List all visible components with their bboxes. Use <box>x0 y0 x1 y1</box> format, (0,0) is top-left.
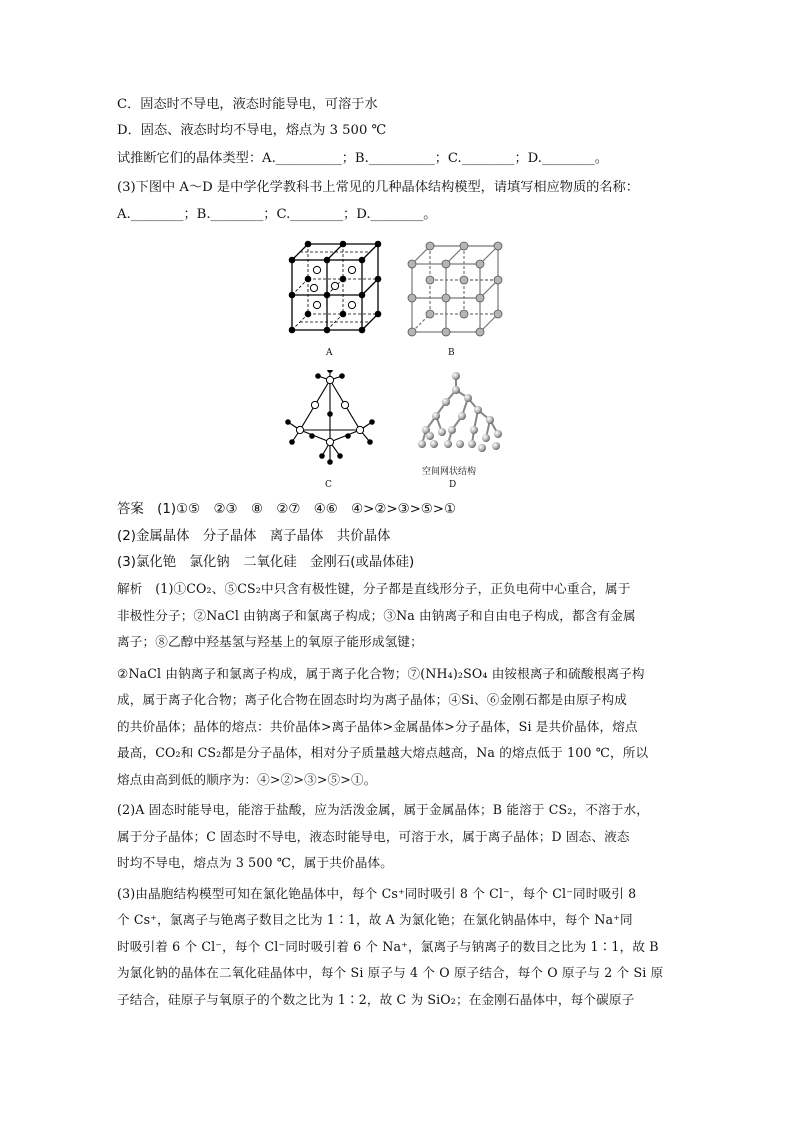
figure-b-label: B <box>448 348 455 358</box>
explanation-line: (2)A 固态时能导电，能溶于盐酸，应为活泼金属，属于金属晶体；B 能溶于 CS₂，不溶于水， <box>117 802 649 817</box>
explanation-line: 属于分子晶体；C 固态时不导电，液态时能导电，可溶于水，属于离子晶体；D 固态、液态 <box>117 829 630 844</box>
explanation-line: 非极性分子；②NaCl 由钠离子和氯离子构成；③Na 由钠离子和自由电子构成，都含有金属 <box>117 608 636 623</box>
figure-c-label: C <box>325 480 332 490</box>
explanation-line: (3)由晶胞结构模型可知在氯化铯晶体中，每个 Cs⁺同时吸引 8 个 Cl⁻，每个 Cl⁻同时吸引 8 <box>117 886 637 901</box>
option-c-line: C．固态时不导电，液态时能导电，可溶于水 <box>117 97 378 112</box>
explanation-line: 最高，CO₂和 CS₂都是分子晶体，相对分子质量越大熔点越高，Na 的熔点低于 100 ℃，所以 <box>117 745 649 760</box>
option-d-line: D．固态、液态时均不导电，熔点为 3 500 ℃ <box>117 123 387 138</box>
explanation-line: 解析 (1)①CO₂、⑤CS₂中只含有极性键，分子都是直线形分子，正负电荷中心重合，属于 <box>117 581 631 596</box>
explanation-line: 为氯化钠的晶体在二氧化硅晶体中，每个 Si 原子与 4 个 O 原子结合，每个 O 原子与 2 个 Si 原 <box>117 965 664 980</box>
crystal-type-prompt: 试推断它们的晶体类型：A.__________；B.__________；C.________；D.________。 <box>117 151 608 166</box>
explanation-line: 熔点由高到低的顺序为：④>②>③>⑤>①。 <box>117 772 377 787</box>
explanation-line: 时均不导电，熔点为 3 500 ℃，属于共价晶体。 <box>117 855 393 870</box>
figure-a-lattice <box>278 238 382 338</box>
explanation-line: 的共价晶体；晶体的熔点：共价晶体>离子晶体>金属晶体>分子晶体，Si 是共价晶体，熔点 <box>117 719 638 734</box>
figure-d-structure <box>412 372 508 454</box>
explanation-line: 离子；⑧乙醇中羟基氢与羟基上的氧原子能形成氢键； <box>117 634 423 649</box>
explanation-line: 时吸引着 6 个 Cl⁻，每个 Cl⁻同时吸引着 6 个 Na⁺，氯离子与钠离子的数目之比为 1∶1，故 B <box>117 939 659 954</box>
answer-line-3: (3)氯化铯 氯化钠 二氧化硅 金刚石(或晶体硅) <box>117 555 415 570</box>
answer-line-2: (2)金属晶体 分子晶体 离子晶体 共价晶体 <box>117 529 391 544</box>
figure-c-structure <box>282 370 378 470</box>
explanation-line: ②NaCl 由钠离子和氯离子构成，属于离子化合物；⑦(NH₄)₂SO₄ 由铵根离子和硫酸根离子构 <box>117 666 645 681</box>
part3-blanks: A.________；B.________；C.________；D.________。 <box>117 207 437 222</box>
explanation-line: 子结合，硅原子与氧原子的个数之比为 1∶2，故 C 为 SiO₂；在金刚石晶体中，每个碳原子 <box>117 992 635 1007</box>
figure-d-caption: 空间网状结构 <box>422 467 477 477</box>
explanation-line: 个 Cs⁺，氯离子与铯离子数目之比为 1∶1，故 A 为氯化铯；在氯化钠晶体中，每个 Na⁺同 <box>117 912 633 927</box>
answer-line-1: 答案 (1)①⑤ ②③ ⑧ ②⑦ ④⑥ ④>②>③>⑤>① <box>117 502 457 517</box>
figure-a-label: A <box>326 348 333 358</box>
part3-prompt: (3)下图中 A～D 是中学化学教科书上常见的几种晶体结构模型，请填写相应物质的名称： <box>117 180 639 195</box>
explanation-line: 成，属于离子化合物；离子化合物在固态时均为离子晶体；④Si、⑥金刚石都是由原子构成 <box>117 692 627 707</box>
figure-d-label: D <box>449 480 457 490</box>
figure-b-lattice <box>404 238 508 338</box>
